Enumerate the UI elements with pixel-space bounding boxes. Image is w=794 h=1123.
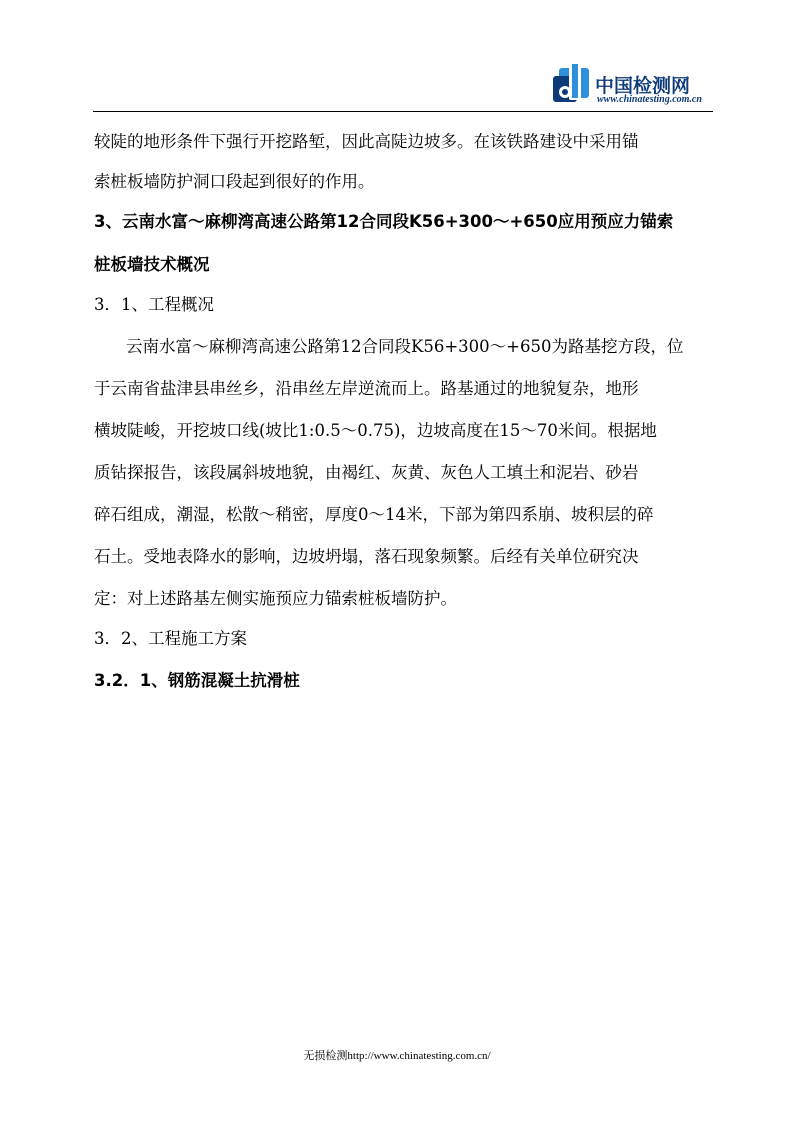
header-divider bbox=[93, 111, 713, 112]
section-heading: 3、云南水富～麻柳湾高速公路第12合同段K56+300～+650应用预应力锚索 bbox=[94, 212, 674, 231]
chinatesting-logo-icon bbox=[553, 62, 593, 108]
paragraph-line: 石土。受地表降水的影响，边坡坍塌，落石现象频繁。后经有关单位研究决 bbox=[94, 547, 639, 566]
paragraph-line: 云南水富～麻柳湾高速公路第12合同段K56+300～+650为路基挖方段，位 bbox=[126, 337, 684, 356]
subsection-heading: 3．1、工程概况 bbox=[94, 295, 214, 314]
paragraph-line: 横坡陡峻，开挖坡口线(坡比1:0.5～0.75)，边坡高度在15～70米间。根据地 bbox=[94, 421, 657, 440]
subsection-heading: 3．2、工程施工方案 bbox=[94, 629, 247, 648]
paragraph-line: 于云南省盐津县串丝乡，沿串丝左岸逆流而上。路基通过的地貌复杂，地形 bbox=[94, 379, 639, 398]
page-footer: 无损检测http://www.chinatesting.com.cn/ bbox=[303, 1050, 491, 1062]
site-logo[interactable] bbox=[553, 62, 723, 108]
paragraph-line: 碎石组成，潮湿，松散～稍密，厚度0～14米，下部为第四系崩、坡积层的碎 bbox=[94, 505, 654, 524]
paragraph-line: 较陡的地形条件下强行开挖路堑，因此高陡边坡多。在该铁路建设中采用锚 bbox=[94, 132, 639, 151]
paragraph-line: 索桩板墙防护洞口段起到很好的作用。 bbox=[94, 172, 375, 191]
section-heading: 桩板墙技术概况 bbox=[94, 255, 210, 274]
logo-url: www.chinatesting.com.cn bbox=[597, 94, 702, 105]
logo-title: 中国检测网 bbox=[595, 75, 691, 97]
paragraph-line: 质钻探报告，该段属斜坡地貌，由褐红、灰黄、灰色人工填土和泥岩、砂岩 bbox=[94, 463, 639, 482]
subsubsection-heading: 3.2．1、钢筋混凝土抗滑桩 bbox=[94, 671, 300, 690]
paragraph-line: 定：对上述路基左侧实施预应力锚索桩板墙防护。 bbox=[94, 589, 457, 608]
